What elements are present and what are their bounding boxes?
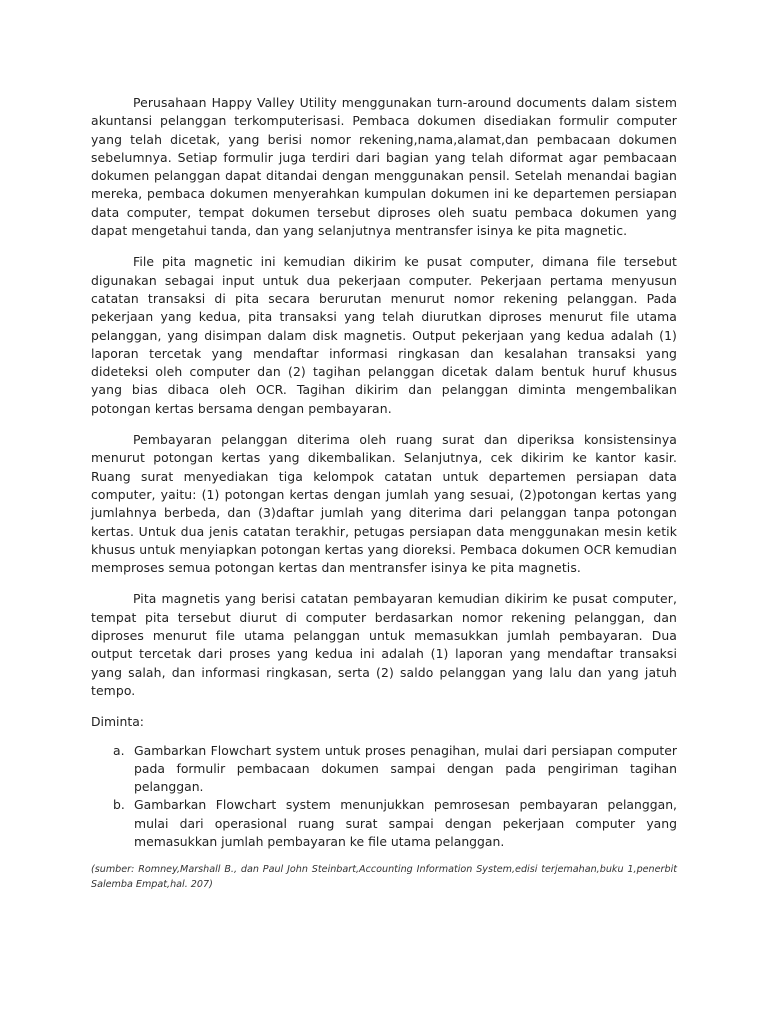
paragraph-4: Pita magnetis yang berisi catatan pembayaran kemudian dikirim ke pusat computer, tempat pita tersebut diurut di computer berdasarkan nomor rekening pelanggan, dan diproses menurut file utama pelanggan untuk memasukkan jumlah pembayaran. Dua output tercetak dari proses yang kedua ini adalah (1) laporan yang mendaftar transaksi yang salah, dan informasi ringkasan, serta (2) saldo pelanggan yang lalu dan yang jatuh tempo. bbox=[91, 591, 677, 698]
list-item bbox=[91, 742, 677, 797]
list-item bbox=[91, 796, 677, 851]
task-list bbox=[91, 742, 677, 852]
paragraph-1: Perusahaan Happy Valley Utility menggunakan turn-around documents dalam sistem akuntansi pelanggan terkomputerisasi. Pembaca dokumen disediakan formulir computer yang telah dicetak, yang berisi nomor rekening,nama,alamat,dan pembacaan dokumen sebelumnya. Setiap formulir juga terdiri dari bagian yang telah diformat agar pembacaan dokumen pelanggan dapat ditandai dengan menggunakan pensil. Setelah menandai bagian mereka, pembaca dokumen menyerahkan kumpulan dokumen ini ke departemen persiapan data computer, tempat dokumen tersebut diproses oleh suatu pembaca dokumen yang dapat mengetahui tanda, dan yang selanjutnya mentransfer isinya ke pita magnetic. bbox=[91, 95, 677, 239]
list-marker: b. bbox=[113, 797, 125, 813]
list-item-text: Gambarkan Flowchart system menunjukkan pemrosesan pembayaran pelanggan, mulai dari operasional ruang surat sampai dengan pekerjaan computer yang memasukkan jumlah pembayaran ke file utama pelanggan. bbox=[134, 797, 677, 849]
task-label: Diminta: bbox=[91, 714, 144, 730]
list-item-text: Gambarkan Flowchart system untuk proses penagihan, mulai dari persiapan computer pada formulir pembacaan dokumen sampai dengan pada pengiriman tagihan pelanggan. bbox=[134, 742, 677, 795]
paragraph-3: Pembayaran pelanggan diterima oleh ruang surat dan diperiksa konsistensinya menurut potongan kertas yang dikembalikan. Selanjutnya, cek dikirim ke kantor kasir. Ruang surat menyediakan tiga kelompok catatan untuk departemen persiapan data computer, yaitu: (1) potongan kertas dengan jumlah yang sesuai, (2)potongan kertas yang jumlahnya berbeda, dan (3)daftar jumlah yang diterima dari pelanggan tanpa potongan kertas. Untuk dua jenis catatan terakhir, petugas persiapan data menggunakan mesin ketik khusus untuk menyiapkan potongan kertas yang dioreksi. Pembaca dokumen OCR kemudian memproses semua potongan kertas dan mentransfer isinya ke pita magnetis. bbox=[91, 432, 677, 576]
document-page bbox=[91, 94, 677, 892]
source-citation: (sumber: Romney,Marshall B., dan Paul John Steinbart,Accounting Information System,edisi terjemahan,buku 1,penerbit Salemba Empat,hal. 207) bbox=[91, 864, 677, 890]
list-marker: a. bbox=[113, 742, 125, 758]
paragraph-2: File pita magnetic ini kemudian dikirim ke pusat computer, dimana file tersebut digunakan sebagai input untuk dua pekerjaan computer. Pekerjaan pertama menyusun catatan transaksi di pita secara berurutan menurut nomor rekening pelanggan. Pada pekerjaan yang kedua, pita transaksi yang telah diurutkan diproses menurut file utama pelanggan, yang disimpan dalam disk magnetis. Output pekerjaan yang kedua adalah (1) laporan tercetak yang mendaftar informasi ringkasan dan kesalahan transaksi yang dideteksi oleh computer dan (2) tagihan pelanggan dicetak dalam bentuk huruf khusus yang bias dibaca oleh OCR. Tagihan dikirim dan pelanggan diminta mengembalikan potongan kertas bersama dengan pembayaran. bbox=[91, 254, 677, 416]
